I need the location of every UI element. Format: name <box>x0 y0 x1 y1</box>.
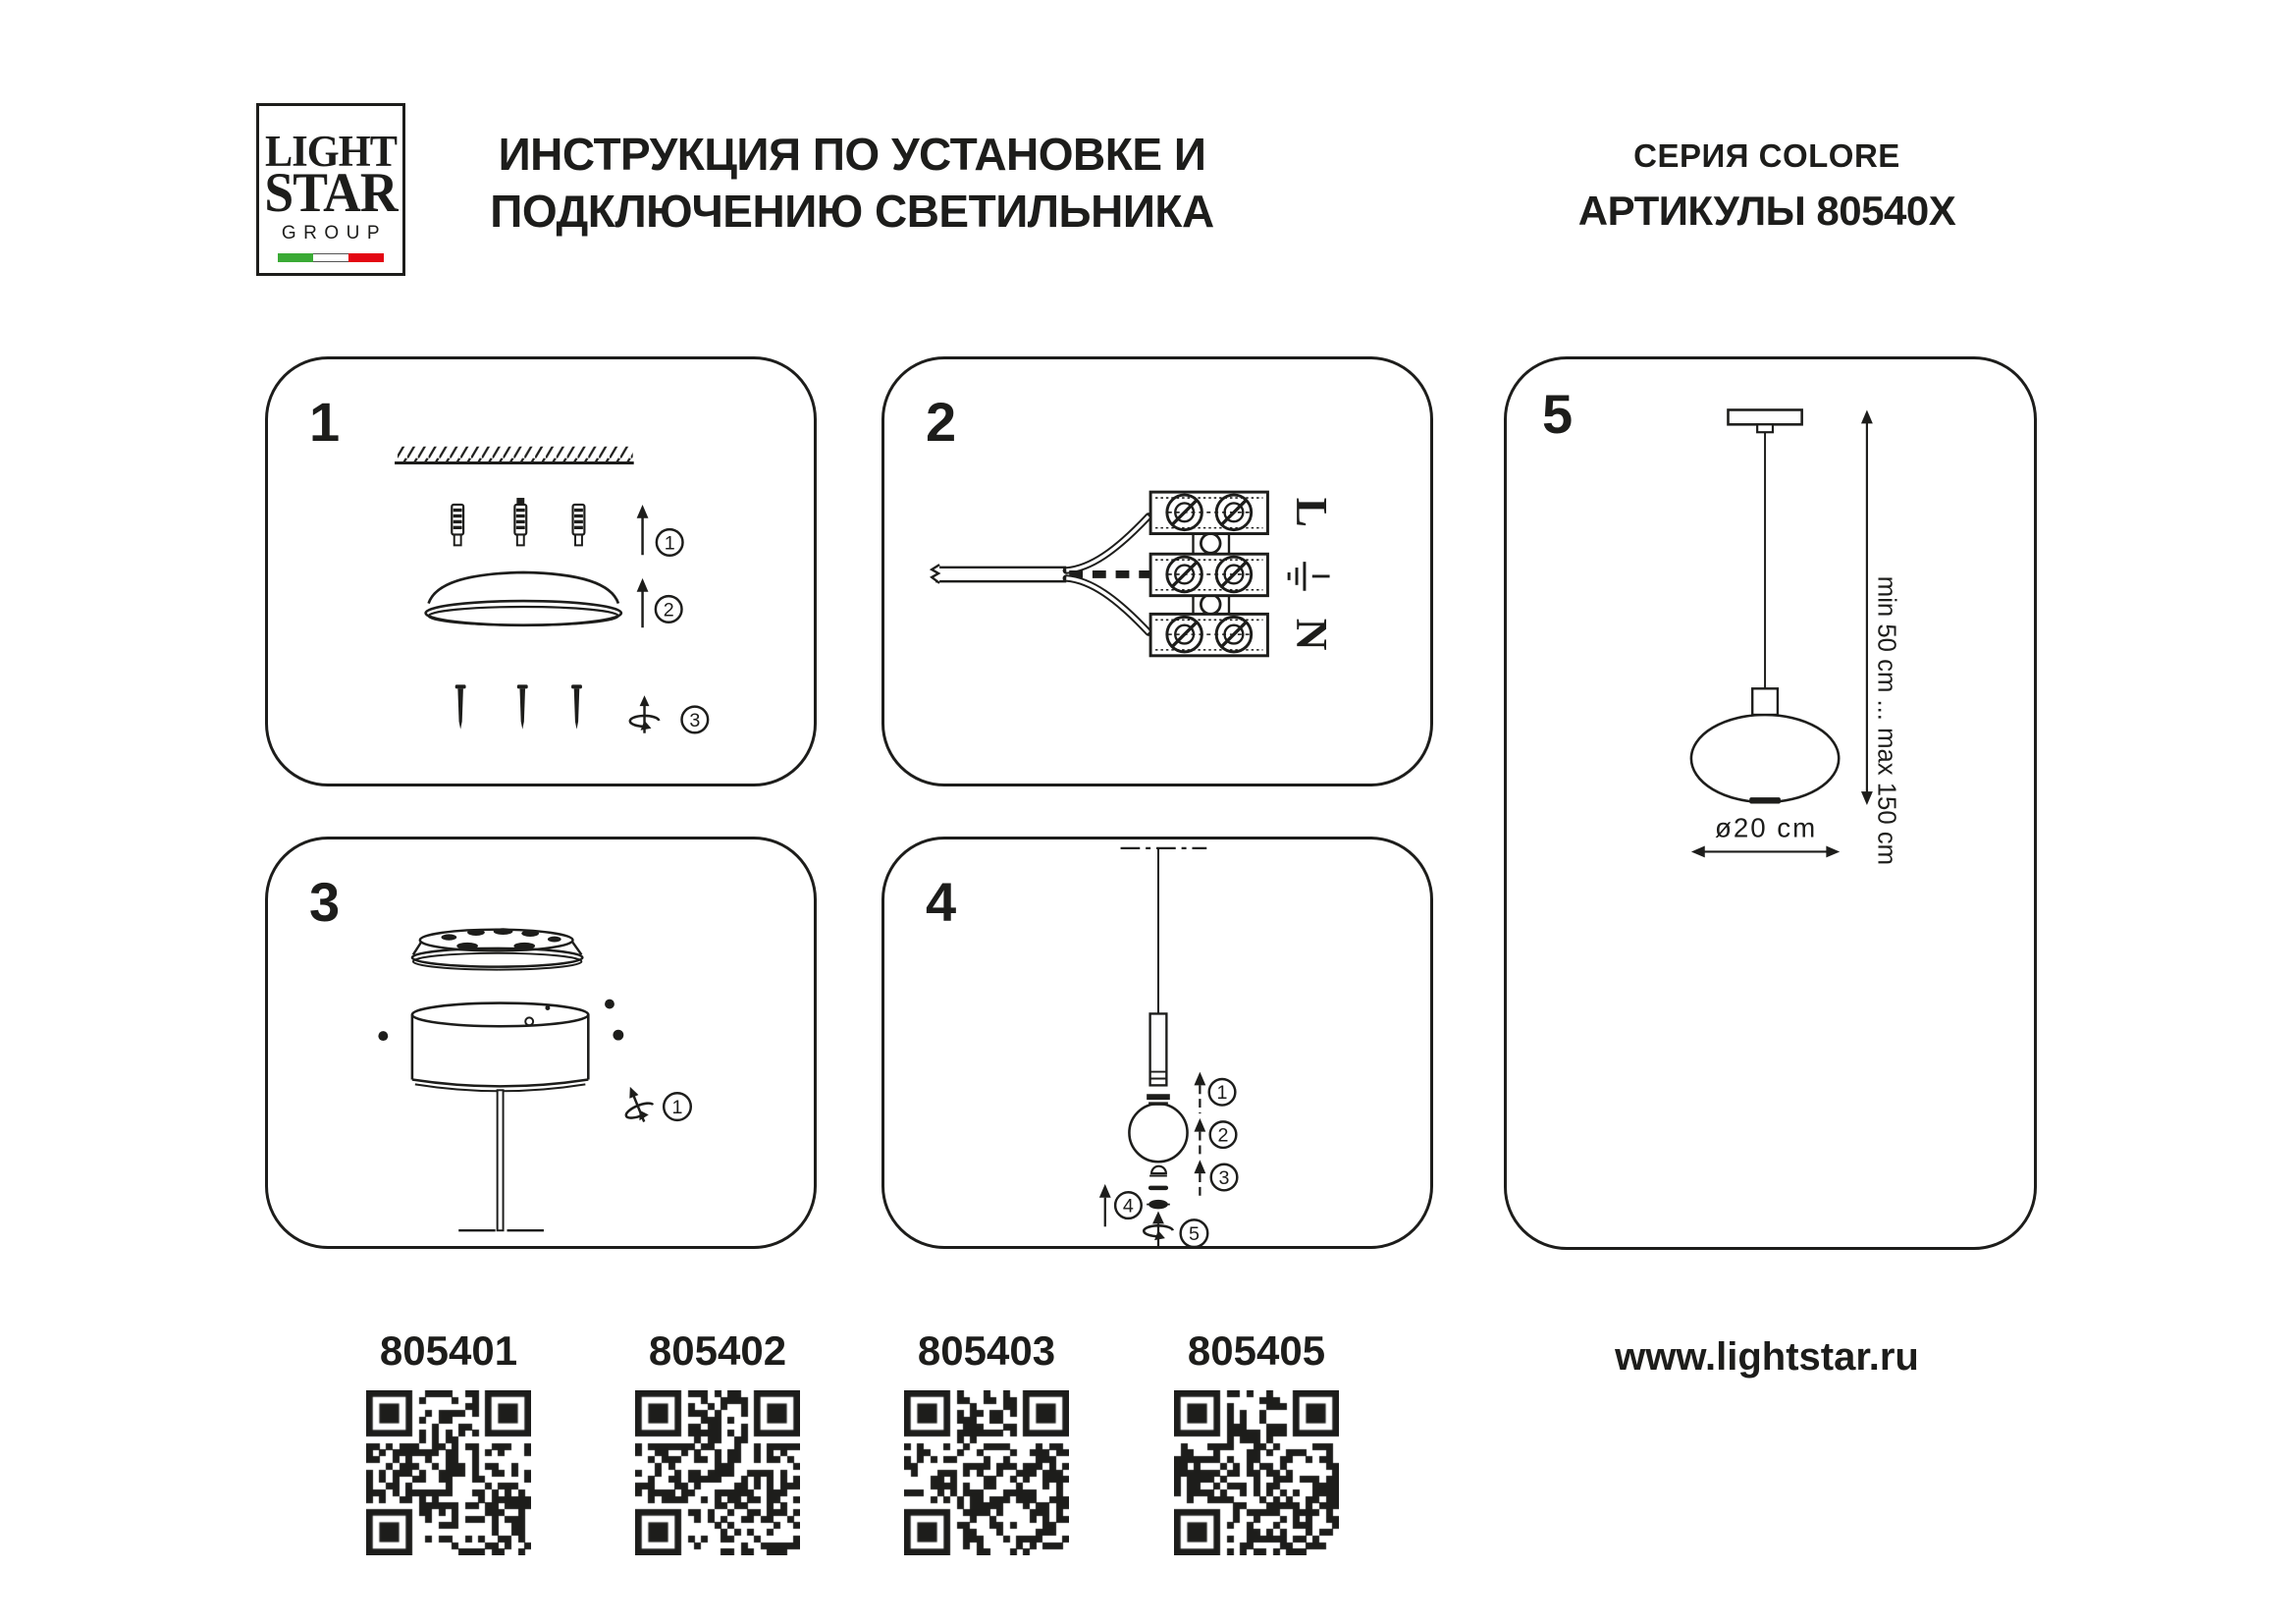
italian-flag-icon <box>278 253 384 262</box>
canopy-cover <box>412 928 582 969</box>
step-arrows-right <box>1194 1072 1205 1201</box>
step-badge-2 <box>656 596 682 623</box>
step-badge-3 <box>682 707 709 733</box>
flag-red <box>348 253 384 262</box>
page-title-line1: ИНСТРУКЦИЯ ПО УСТАНОВКЕ И <box>498 129 1206 180</box>
panel-5-dimensions <box>1504 356 2037 1250</box>
svg-text:1: 1 <box>664 532 675 555</box>
flag-white <box>313 253 348 262</box>
label-line-L: L <box>1286 497 1336 527</box>
lightstar-logo <box>256 103 405 276</box>
website-url: www.lightstar.ru <box>1615 1335 1919 1379</box>
ceiling-canopy <box>426 572 621 625</box>
panel-5-diagram <box>1507 359 2034 1247</box>
rotate-arrow-icon <box>630 695 660 732</box>
step-badge-2 <box>1210 1121 1237 1148</box>
qr-code <box>904 1390 1069 1555</box>
ceiling-hatch <box>395 447 634 463</box>
pendant-lamp <box>1691 409 1839 803</box>
header-right <box>1492 137 2042 235</box>
panel-4-number: 4 <box>926 871 957 933</box>
article-code: 805405 <box>1187 1327 1326 1374</box>
panel-3-diagram <box>268 839 814 1246</box>
screws <box>455 684 582 729</box>
qr-code <box>366 1390 531 1555</box>
article-column-1 <box>341 1327 557 1555</box>
flag-green <box>278 253 313 262</box>
panel-2-wiring <box>881 356 1433 786</box>
height-dimension <box>1861 409 1900 865</box>
step-arrow-left <box>1099 1184 1111 1226</box>
svg-text:5: 5 <box>1188 1223 1200 1246</box>
panel-3-number: 3 <box>309 871 341 933</box>
article-code: 805402 <box>648 1327 787 1374</box>
rotate-arrow-icon <box>1144 1212 1173 1246</box>
svg-text:4: 4 <box>1122 1195 1134 1218</box>
wire-live <box>1066 516 1148 570</box>
label-neutral-N: N <box>1286 618 1336 651</box>
step-badge-1 <box>1209 1079 1236 1106</box>
earth-symbol <box>1289 562 1329 591</box>
wall-plugs <box>452 498 584 545</box>
wire-neutral <box>1066 578 1148 632</box>
svg-text:3: 3 <box>689 709 701 731</box>
articles-title: АРТИКУЛЫ 80540X <box>1577 188 1956 234</box>
qr-code <box>635 1390 800 1555</box>
rotate-arrow-icon <box>616 1081 658 1127</box>
panel-1-diagram <box>268 359 814 784</box>
logo-word-star: STAR <box>264 162 398 224</box>
panel-3-base-assembly <box>265 837 817 1249</box>
panel-1-number: 1 <box>309 391 341 453</box>
terminal-block <box>1150 492 1267 656</box>
hanging-rod <box>458 1090 544 1230</box>
diameter-dimension-label: ø20 cm <box>1714 812 1818 843</box>
svg-text:2: 2 <box>663 599 674 622</box>
panel-2-diagram <box>884 359 1430 784</box>
height-dimension-label: min 50 cm ... max 150 cm <box>1872 575 1900 866</box>
svg-text:1: 1 <box>671 1097 683 1119</box>
svg-text:3: 3 <box>1218 1167 1230 1189</box>
qr-code <box>1174 1390 1339 1555</box>
panel-1-ceiling-mount <box>265 356 817 786</box>
diameter-dimension <box>1691 813 1840 858</box>
svg-text:1: 1 <box>1216 1082 1228 1105</box>
svg-text:2: 2 <box>1217 1124 1229 1147</box>
step-badge-5 <box>1181 1219 1208 1246</box>
article-code: 805403 <box>917 1327 1056 1374</box>
rod-fitting <box>1150 1013 1167 1085</box>
article-column-3 <box>879 1327 1095 1555</box>
panel-2-number: 2 <box>926 391 957 453</box>
panel-4-shade-assembly <box>881 837 1433 1249</box>
article-column-4 <box>1148 1327 1364 1555</box>
panel-5-number: 5 <box>1542 383 1574 445</box>
step-badge-3 <box>1211 1164 1238 1191</box>
step-badge-1 <box>664 1093 691 1120</box>
logo-word-light: LIGHT <box>264 127 397 176</box>
article-column-2 <box>610 1327 826 1555</box>
step-arrow-2 <box>637 578 649 627</box>
drum-body <box>412 1003 588 1092</box>
article-code: 805401 <box>379 1327 518 1374</box>
page-title-line2: ПОДКЛЮЧЕНИЮ СВЕТИЛЬНИКА <box>490 186 1214 237</box>
mains-cable <box>932 565 1066 583</box>
glass-sphere <box>1129 1104 1187 1162</box>
step-arrow-1 <box>637 505 649 555</box>
page-title <box>459 126 1245 240</box>
series-title: СЕРИЯ COLORE <box>1633 137 1900 174</box>
step-badge-1 <box>657 529 683 556</box>
step-badge-4 <box>1115 1192 1142 1218</box>
bottom-parts <box>1147 1166 1170 1210</box>
logo-word-group: GROUP <box>281 223 388 244</box>
panel-4-diagram <box>884 839 1430 1246</box>
